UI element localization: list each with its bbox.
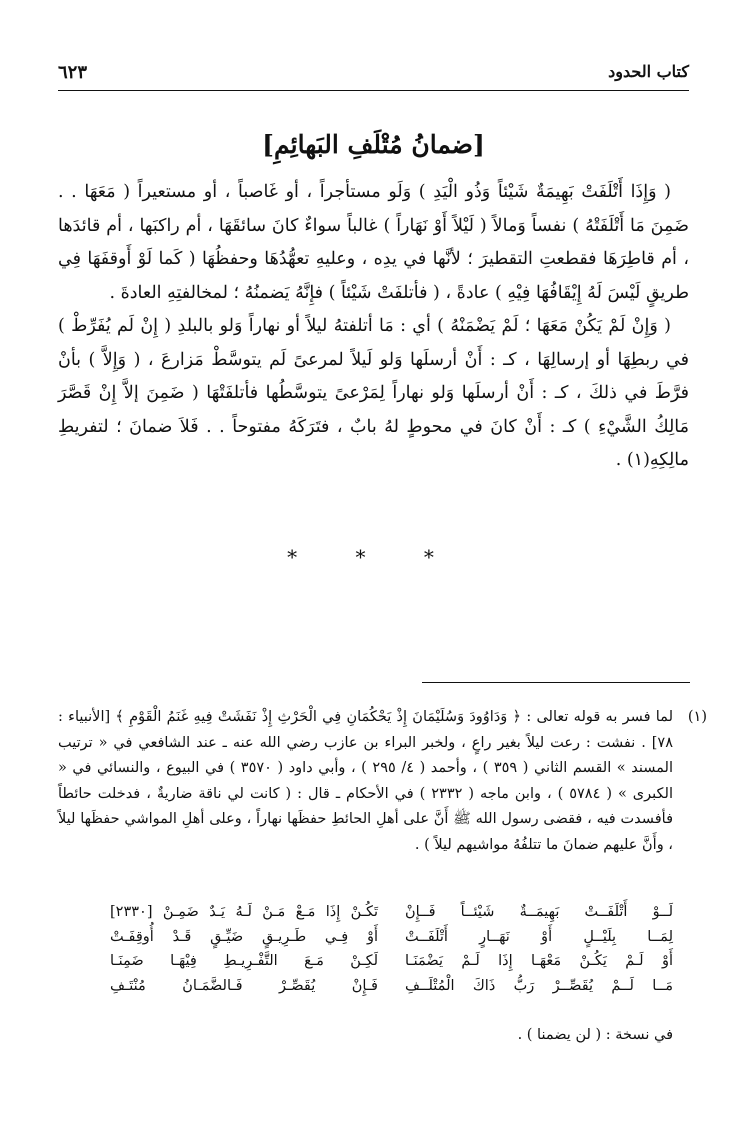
- variant-note: في نسخة : ( لن يضمنا ) .: [517, 1027, 673, 1043]
- verse-line: لِمَــا بِلَيْــلٍ أَوْ نَهَــارٍ أَتْلَفَــتْ: [405, 928, 673, 945]
- verse-line: تَكُـنْ إِذَا مَـعْ مَـنْ لَـهُ يَـدٌ ضَمِـنْ [٢٣٣٠]: [110, 904, 378, 920]
- paragraph: ( وَإِنْ لَمْ يَكُنْ مَعَهَا ؛ لَمْ يَضْمَنْهُ ) أي : مَا أتلفتهُ ليلاً أو نهاراً وَلو بالبلدِ ( إِنْ لَم يُفَرِّطْ ) في ربطِهَا أو إرسالِهَا ، كـ : أَنْ أرسلَها وَلو لَيلاً لمرعىً لَم يتوسَّطْ مَزارعَ ، ( وَإِلاَّ ) بأنْ فرَّطَ في ذلكَ ، كـ : أَنْ أرسلَها وَلو نهاراً لِمَرْعىً يتوسَّطُها فأتلفَتْهَا ( ضَمِنَ إلاَّ إِنْ قَصَّرَ مَالِكُ الشَّيْءِ ) كـ : أَنْ كانَ في محوطٍ لهُ بابٌ ، فتَرَكَهُ مفتوحاً . . فَلاَ ضمانَ ؛ لتفريطِ مالِكِهِ(١) .: [58, 316, 689, 470]
- poem-first-hemistichs: [405, 900, 673, 998]
- verse-line: مَــا لَــمْ يُقَصِّــرْ رَبُّ ذَاكَ الْمُتْلَــفِ: [405, 977, 673, 994]
- verse-line: لَكِـنْ مَـعَ التَّفْـرِيـطِ فِيْهَـا ضَمِنَـا: [110, 953, 378, 969]
- running-header: [58, 62, 689, 88]
- verse-line: أَوْ فِـي طَـرِيـقٍ ضَيِّـقٍ قَـدْ أُوقِفَـتْ: [110, 928, 378, 945]
- poem-second-hemistichs: [110, 900, 378, 998]
- footnote-rule: [422, 682, 690, 683]
- footnote-text: لما فسر به قوله تعالى : ﴿ وَدَاوُودَ وَسُلَيْمَانَ إِذْ يَحْكُمَانِ فِي الْحَرْثِ إِذْ نَفَشَتْ فِيهِ غَنَمُ الْقَوْمِ ﴾ [الأنبياء : ٧٨] . نفشت : رعت ليلاً بغير راعٍ ، ولخبر البراء بن عازب رضي الله عنه ـ عند الشافعي في « ترتيب المسند » القسم الثاني ( ٣٥٩ ) ، وأحمد ( ٤/ ٢٩٥ ) ، وأبي داود ( ٣٥٧٠ ) في البيوع ، والنسائي في « الكبرى » ( ٥٧٨٤ ) ، وابن ماجه ( ٢٣٣٢ ) في الأحكام ـ قال : ( كانت لي ناقة ضاريةٌ ، فدخلت حائطاً فأفسدت فيه ، فقضى رسول الله ﷺ أَنَّ على أهلِ الحائطِ حفظَها نهاراً ، وعلى أهلِ المواشي حفظَها ليلاً ، وأَنَّ عليهم ضمانَ ما تتلفُهُ مواشيهم ليلاً ) .: [58, 709, 673, 853]
- paragraph: ( وَإِذَا أَتْلَفَتْ بَهِيمَةٌ شَيْئاً وَذُو الْيَدِ ) وَلَو مستأجراً ، أو غَاصباً ، أو مستعيراً ( مَعَهَا . . ضَمِنَ مَا أَتْلَفَتْهُ ) نفساً وَمالاً ( لَيْلاً أَوْ نَهَاراً ) غالباً سواءٌ كانَ سائقَهَا ، أم راكبَها ، أم قائدَها ، أم قاطِرَهَا فقطعتِ التقطيرَ ؛ لأنَّها في يدِه ، وعليهِ تعهُّدُهَا وحفظُهَا ( كَما لَوْ أَوقفَهَا فِي طريقٍ لَيْسَ لَهُ إِيْقَافُهَا فِيْهِ ) عادةً ، ( فأتلفَتْ شَيْئاً ) فإِنَّهُ يَضمنُهُ ؛ لمخالفتِهِ العادةَ .: [58, 182, 689, 303]
- verse-line: أَوْ لَـمْ يَكُـنْ مَعْهَـا إِذَا لَـمْ يَضْمَنَـا: [405, 953, 673, 969]
- section-title: [ضمانُ مُتْلَفِ البَهائِمِ]: [262, 130, 485, 159]
- page-number: ٦٢٣: [58, 62, 88, 83]
- section-separator: * * *: [287, 545, 460, 569]
- main-text: [58, 176, 689, 478]
- poem-verses: [110, 900, 673, 1032]
- verse-line: فَـإِنْ يُقَصِّـرْ فَـالضَّمَـانُ مُنْتَـفِ: [110, 977, 378, 994]
- header-rule: [58, 90, 689, 91]
- footnote: [58, 705, 707, 858]
- footnote-number: (١): [687, 709, 707, 725]
- book-title: كتاب الحدود: [608, 62, 689, 81]
- verse-line: لَــوْ أَتْلَفَــتْ بَهِيمَــةٌ شَيْئــاً فَــإِنْ: [405, 904, 673, 920]
